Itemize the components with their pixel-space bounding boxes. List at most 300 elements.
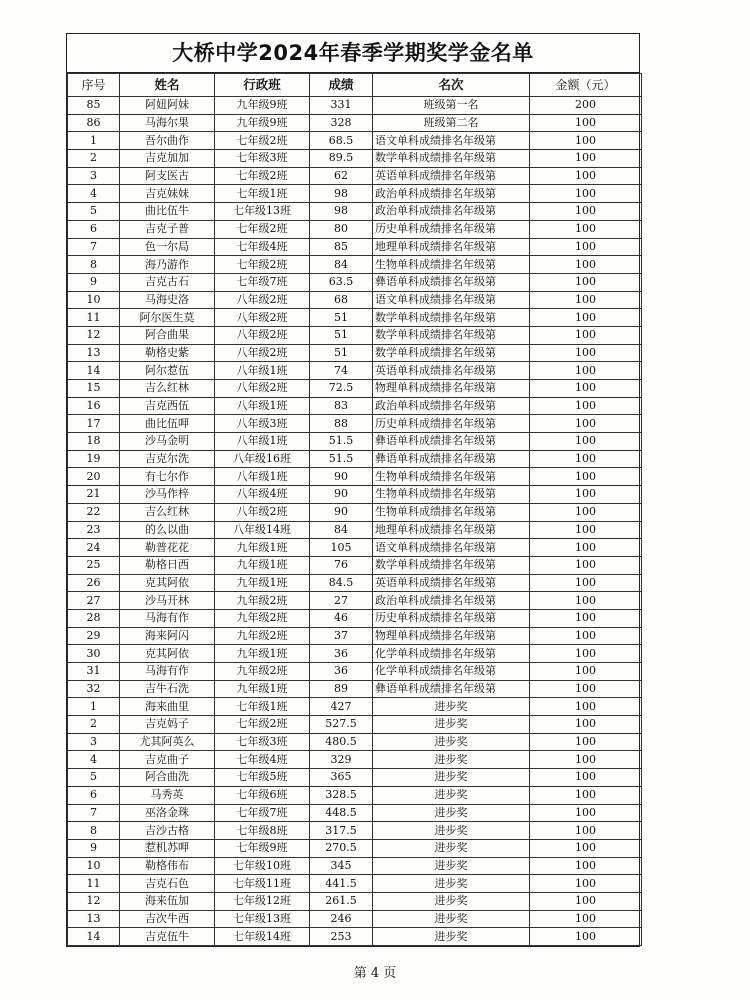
score-cell: 51.5 (310, 450, 373, 468)
class-cell: 九年级2班 (215, 627, 310, 645)
name-cell: 阿合曲洗 (120, 769, 215, 787)
score-cell: 74 (310, 362, 373, 380)
rank-cell: 进步奖 (373, 716, 530, 734)
class-cell: 七年级7班 (215, 273, 310, 291)
score-cell: 331 (310, 97, 373, 115)
class-cell: 七年级8班 (215, 822, 310, 840)
name-cell: 吉克妈子 (120, 716, 215, 734)
table-row (68, 556, 642, 574)
rank-cell: 政治单科成绩排名年级第 (373, 203, 530, 221)
rank-cell: 政治单科成绩排名年级第 (373, 185, 530, 203)
amount-cell: 100 (530, 203, 642, 221)
serial-cell: 9 (68, 273, 120, 291)
score-cell: 51 (310, 326, 373, 344)
name-cell: 吉牛石洗 (120, 680, 215, 698)
score-cell: 83 (310, 397, 373, 415)
scholarship-sheet (66, 33, 640, 947)
name-cell: 阿妞阿妹 (120, 97, 215, 115)
rank-cell: 彝语单科成绩排名年级第 (373, 273, 530, 291)
serial-cell: 22 (68, 503, 120, 521)
class-cell: 八年级14班 (215, 521, 310, 539)
amount-cell: 100 (530, 220, 642, 238)
name-cell: 吉么红林 (120, 503, 215, 521)
class-cell: 七年级3班 (215, 150, 310, 168)
serial-cell: 3 (68, 167, 120, 185)
amount-cell: 100 (530, 150, 642, 168)
serial-cell: 13 (68, 910, 120, 928)
class-cell: 八年级4班 (215, 486, 310, 504)
rank-cell: 彝语单科成绩排名年级第 (373, 433, 530, 451)
rank-cell: 进步奖 (373, 751, 530, 769)
rank-cell: 生物单科成绩排名年级第 (373, 468, 530, 486)
amount-cell: 100 (530, 273, 642, 291)
serial-cell: 1 (68, 132, 120, 150)
name-cell: 吉克古石 (120, 273, 215, 291)
name-cell: 克其阿依 (120, 645, 215, 663)
score-cell: 85 (310, 238, 373, 256)
class-cell: 七年级4班 (215, 238, 310, 256)
rank-cell: 物理单科成绩排名年级第 (373, 380, 530, 398)
table-row (68, 680, 642, 698)
score-cell: 36 (310, 663, 373, 681)
amount-cell: 100 (530, 309, 642, 327)
header-score: 成绩 (310, 74, 373, 97)
name-cell: 马海有作 (120, 609, 215, 627)
table-row (68, 291, 642, 309)
serial-cell: 5 (68, 203, 120, 221)
class-cell: 九年级9班 (215, 114, 310, 132)
serial-cell: 26 (68, 574, 120, 592)
name-cell: 吉克曲子 (120, 751, 215, 769)
rank-cell: 英语单科成绩排名年级第 (373, 574, 530, 592)
rank-cell: 历史单科成绩排名年级第 (373, 415, 530, 433)
score-cell: 68 (310, 291, 373, 309)
class-cell: 九年级2班 (215, 609, 310, 627)
rank-cell: 化学单科成绩排名年级第 (373, 645, 530, 663)
amount-cell: 100 (530, 433, 642, 451)
table-row (68, 875, 642, 893)
name-cell: 阿合曲果 (120, 326, 215, 344)
rank-cell: 班级第二名 (373, 114, 530, 132)
table-row (68, 185, 642, 203)
name-cell: 阿尔医生莫 (120, 309, 215, 327)
table-row (68, 769, 642, 787)
rank-cell: 数学单科成绩排名年级第 (373, 150, 530, 168)
name-cell: 曲比伍呷 (120, 415, 215, 433)
score-cell: 527.5 (310, 716, 373, 734)
serial-cell: 3 (68, 733, 120, 751)
amount-cell: 100 (530, 415, 642, 433)
score-cell: 36 (310, 645, 373, 663)
score-cell: 90 (310, 486, 373, 504)
rank-cell: 语文单科成绩排名年级第 (373, 291, 530, 309)
rank-cell: 进步奖 (373, 769, 530, 787)
table-row (68, 309, 642, 327)
class-cell: 七年级9班 (215, 839, 310, 857)
score-cell: 448.5 (310, 804, 373, 822)
table-row (68, 663, 642, 681)
amount-cell: 100 (530, 822, 642, 840)
score-cell: 270.5 (310, 839, 373, 857)
class-cell: 九年级9班 (215, 97, 310, 115)
table-row (68, 380, 642, 398)
serial-cell: 12 (68, 892, 120, 910)
score-cell: 89 (310, 680, 373, 698)
rank-cell: 进步奖 (373, 875, 530, 893)
class-cell: 八年级2班 (215, 344, 310, 362)
class-cell: 七年级14班 (215, 928, 310, 946)
name-cell: 吉克加加 (120, 150, 215, 168)
class-cell: 七年级7班 (215, 804, 310, 822)
serial-cell: 29 (68, 627, 120, 645)
serial-cell: 6 (68, 786, 120, 804)
score-cell: 89.5 (310, 150, 373, 168)
rank-cell: 进步奖 (373, 892, 530, 910)
name-cell: 马海史洛 (120, 291, 215, 309)
table-row (68, 857, 642, 875)
serial-cell: 10 (68, 291, 120, 309)
serial-cell: 6 (68, 220, 120, 238)
serial-cell: 21 (68, 486, 120, 504)
table-row (68, 486, 642, 504)
header-rank: 名次 (373, 74, 530, 97)
score-cell: 317.5 (310, 822, 373, 840)
serial-cell: 9 (68, 839, 120, 857)
amount-cell: 100 (530, 291, 642, 309)
amount-cell: 100 (530, 574, 642, 592)
score-cell: 365 (310, 769, 373, 787)
amount-cell: 100 (530, 751, 642, 769)
score-cell: 80 (310, 220, 373, 238)
table-row (68, 716, 642, 734)
table-row (68, 433, 642, 451)
score-cell: 84.5 (310, 574, 373, 592)
amount-cell: 100 (530, 362, 642, 380)
score-cell: 76 (310, 556, 373, 574)
rank-cell: 生物单科成绩排名年级第 (373, 486, 530, 504)
scholarship-table (67, 73, 642, 946)
class-cell: 八年级1班 (215, 433, 310, 451)
amount-cell: 100 (530, 185, 642, 203)
amount-cell: 100 (530, 450, 642, 468)
amount-cell: 100 (530, 733, 642, 751)
table-row (68, 238, 642, 256)
name-cell: 色一尔局 (120, 238, 215, 256)
score-cell: 27 (310, 592, 373, 610)
table-row (68, 97, 642, 115)
name-cell: 马海尔果 (120, 114, 215, 132)
table-row (68, 326, 642, 344)
rank-cell: 数学单科成绩排名年级第 (373, 326, 530, 344)
serial-cell: 7 (68, 804, 120, 822)
rank-cell: 物理单科成绩排名年级第 (373, 627, 530, 645)
table-row (68, 804, 642, 822)
serial-cell: 2 (68, 716, 120, 734)
score-cell: 88 (310, 415, 373, 433)
class-cell: 八年级16班 (215, 450, 310, 468)
rank-cell: 生物单科成绩排名年级第 (373, 256, 530, 274)
score-cell: 51 (310, 344, 373, 362)
amount-cell: 100 (530, 167, 642, 185)
rank-cell: 生物单科成绩排名年级第 (373, 503, 530, 521)
table-row (68, 150, 642, 168)
name-cell: 沙马金明 (120, 433, 215, 451)
amount-cell: 100 (530, 769, 642, 787)
rank-cell: 数学单科成绩排名年级第 (373, 344, 530, 362)
table-row (68, 362, 642, 380)
score-cell: 246 (310, 910, 373, 928)
table-row (68, 114, 642, 132)
table-row (68, 645, 642, 663)
amount-cell: 100 (530, 627, 642, 645)
table-row (68, 167, 642, 185)
table-row (68, 839, 642, 857)
score-cell: 84 (310, 521, 373, 539)
score-cell: 261.5 (310, 892, 373, 910)
rank-cell: 进步奖 (373, 733, 530, 751)
serial-cell: 85 (68, 97, 120, 115)
header-class: 行政班 (215, 74, 310, 97)
serial-cell: 4 (68, 185, 120, 203)
amount-cell: 100 (530, 786, 642, 804)
serial-cell: 19 (68, 450, 120, 468)
table-row (68, 733, 642, 751)
amount-cell: 100 (530, 910, 642, 928)
class-cell: 七年级12班 (215, 892, 310, 910)
score-cell: 62 (310, 167, 373, 185)
score-cell: 84 (310, 256, 373, 274)
amount-cell: 100 (530, 326, 642, 344)
name-cell: 阿支医古 (120, 167, 215, 185)
name-cell: 马海有作 (120, 663, 215, 681)
name-cell: 吉克伍牛 (120, 928, 215, 946)
class-cell: 七年级3班 (215, 733, 310, 751)
amount-cell: 100 (530, 928, 642, 946)
class-cell: 八年级3班 (215, 415, 310, 433)
serial-cell: 11 (68, 309, 120, 327)
rank-cell: 数学单科成绩排名年级第 (373, 309, 530, 327)
class-cell: 七年级2班 (215, 132, 310, 150)
score-cell: 51 (310, 309, 373, 327)
name-cell: 吉克西伍 (120, 397, 215, 415)
class-cell: 七年级1班 (215, 185, 310, 203)
serial-cell: 31 (68, 663, 120, 681)
table-row (68, 203, 642, 221)
table-row (68, 928, 642, 946)
score-cell: 328.5 (310, 786, 373, 804)
serial-cell: 14 (68, 928, 120, 946)
class-cell: 九年级1班 (215, 680, 310, 698)
table-row (68, 220, 642, 238)
table-row (68, 132, 642, 150)
rank-cell: 进步奖 (373, 698, 530, 716)
amount-cell: 100 (530, 344, 642, 362)
score-cell: 72.5 (310, 380, 373, 398)
amount-cell: 100 (530, 380, 642, 398)
class-cell: 九年级2班 (215, 663, 310, 681)
class-cell: 七年级11班 (215, 875, 310, 893)
name-cell: 沙马开林 (120, 592, 215, 610)
class-cell: 七年级2班 (215, 220, 310, 238)
serial-cell: 7 (68, 238, 120, 256)
name-cell: 有七尔作 (120, 468, 215, 486)
score-cell: 37 (310, 627, 373, 645)
score-cell: 98 (310, 185, 373, 203)
rank-cell: 进步奖 (373, 786, 530, 804)
class-cell: 九年级1班 (215, 645, 310, 663)
amount-cell: 100 (530, 486, 642, 504)
serial-cell: 32 (68, 680, 120, 698)
amount-cell: 100 (530, 804, 642, 822)
rank-cell: 政治单科成绩排名年级第 (373, 592, 530, 610)
name-cell: 吾尔曲作 (120, 132, 215, 150)
serial-cell: 17 (68, 415, 120, 433)
name-cell: 阿尔惹伍 (120, 362, 215, 380)
header-amount: 金额（元） (530, 74, 642, 97)
score-cell: 105 (310, 539, 373, 557)
serial-cell: 5 (68, 769, 120, 787)
page-number: 第 4 页 (353, 966, 397, 981)
score-cell: 98 (310, 203, 373, 221)
amount-cell: 100 (530, 114, 642, 132)
class-cell: 九年级1班 (215, 574, 310, 592)
score-cell: 328 (310, 114, 373, 132)
serial-cell: 11 (68, 875, 120, 893)
serial-cell: 14 (68, 362, 120, 380)
class-cell: 八年级2班 (215, 326, 310, 344)
class-cell: 七年级2班 (215, 167, 310, 185)
amount-cell: 100 (530, 892, 642, 910)
name-cell: 海乃游作 (120, 256, 215, 274)
serial-cell: 13 (68, 344, 120, 362)
rank-cell: 进步奖 (373, 928, 530, 946)
class-cell: 七年级1班 (215, 698, 310, 716)
table-row (68, 397, 642, 415)
class-cell: 八年级1班 (215, 468, 310, 486)
score-cell: 51.5 (310, 433, 373, 451)
rank-cell: 进步奖 (373, 822, 530, 840)
serial-cell: 8 (68, 256, 120, 274)
class-cell: 七年级2班 (215, 256, 310, 274)
rank-cell: 数学单科成绩排名年级第 (373, 556, 530, 574)
table-row (68, 344, 642, 362)
rank-cell: 历史单科成绩排名年级第 (373, 220, 530, 238)
name-cell: 克其阿依 (120, 574, 215, 592)
class-cell: 九年级2班 (215, 592, 310, 610)
table-body (68, 97, 642, 946)
serial-cell: 30 (68, 645, 120, 663)
name-cell: 尤其阿英么 (120, 733, 215, 751)
serial-cell: 25 (68, 556, 120, 574)
amount-cell: 100 (530, 680, 642, 698)
rank-cell: 进步奖 (373, 804, 530, 822)
name-cell: 吉克石色 (120, 875, 215, 893)
table-row (68, 256, 642, 274)
serial-cell: 1 (68, 698, 120, 716)
score-cell: 427 (310, 698, 373, 716)
rank-cell: 政治单科成绩排名年级第 (373, 397, 530, 415)
name-cell: 的么以曲 (120, 521, 215, 539)
name-cell: 海来伍加 (120, 892, 215, 910)
name-cell: 海来曲里 (120, 698, 215, 716)
amount-cell: 100 (530, 521, 642, 539)
serial-cell: 4 (68, 751, 120, 769)
serial-cell: 27 (68, 592, 120, 610)
class-cell: 八年级1班 (215, 362, 310, 380)
amount-cell: 200 (530, 97, 642, 115)
rank-cell: 彝语单科成绩排名年级第 (373, 450, 530, 468)
score-cell: 345 (310, 857, 373, 875)
score-cell: 480.5 (310, 733, 373, 751)
serial-cell: 18 (68, 433, 120, 451)
name-cell: 勒格日西 (120, 556, 215, 574)
table-row (68, 273, 642, 291)
name-cell: 海来阿闪 (120, 627, 215, 645)
name-cell: 曲比伍牛 (120, 203, 215, 221)
rank-cell: 化学单科成绩排名年级第 (373, 663, 530, 681)
name-cell: 勒格史紫 (120, 344, 215, 362)
table-header-row (68, 74, 642, 97)
score-cell: 90 (310, 468, 373, 486)
class-cell: 九年级1班 (215, 556, 310, 574)
table-row (68, 822, 642, 840)
name-cell: 吉克妹妹 (120, 185, 215, 203)
name-cell: 沙马作梓 (120, 486, 215, 504)
serial-cell: 28 (68, 609, 120, 627)
table-row (68, 910, 642, 928)
class-cell: 七年级2班 (215, 716, 310, 734)
class-cell: 八年级2班 (215, 503, 310, 521)
amount-cell: 100 (530, 663, 642, 681)
table-row (68, 786, 642, 804)
table-row (68, 627, 642, 645)
name-cell: 勒普花花 (120, 539, 215, 557)
serial-cell: 16 (68, 397, 120, 415)
amount-cell: 100 (530, 468, 642, 486)
class-cell: 八年级2班 (215, 309, 310, 327)
name-cell: 吉克子普 (120, 220, 215, 238)
table-row (68, 450, 642, 468)
class-cell: 八年级2班 (215, 380, 310, 398)
table-row (68, 415, 642, 433)
amount-cell: 100 (530, 716, 642, 734)
table-row (68, 503, 642, 521)
name-cell: 巫洛金珠 (120, 804, 215, 822)
class-cell: 七年级13班 (215, 910, 310, 928)
serial-cell: 12 (68, 326, 120, 344)
rank-cell: 班级第一名 (373, 97, 530, 115)
score-cell: 63.5 (310, 273, 373, 291)
amount-cell: 100 (530, 839, 642, 857)
amount-cell: 100 (530, 609, 642, 627)
amount-cell: 100 (530, 503, 642, 521)
score-cell: 46 (310, 609, 373, 627)
table-row (68, 698, 642, 716)
amount-cell: 100 (530, 397, 642, 415)
table-row (68, 521, 642, 539)
class-cell: 七年级5班 (215, 769, 310, 787)
page-title: 大桥中学2024年春季学期奖学金名单 (67, 34, 639, 73)
amount-cell: 100 (530, 539, 642, 557)
class-cell: 七年级4班 (215, 751, 310, 769)
serial-cell: 24 (68, 539, 120, 557)
class-cell: 八年级1班 (215, 397, 310, 415)
table-row (68, 539, 642, 557)
table-row (68, 609, 642, 627)
rank-cell: 进步奖 (373, 857, 530, 875)
serial-cell: 20 (68, 468, 120, 486)
amount-cell: 100 (530, 857, 642, 875)
